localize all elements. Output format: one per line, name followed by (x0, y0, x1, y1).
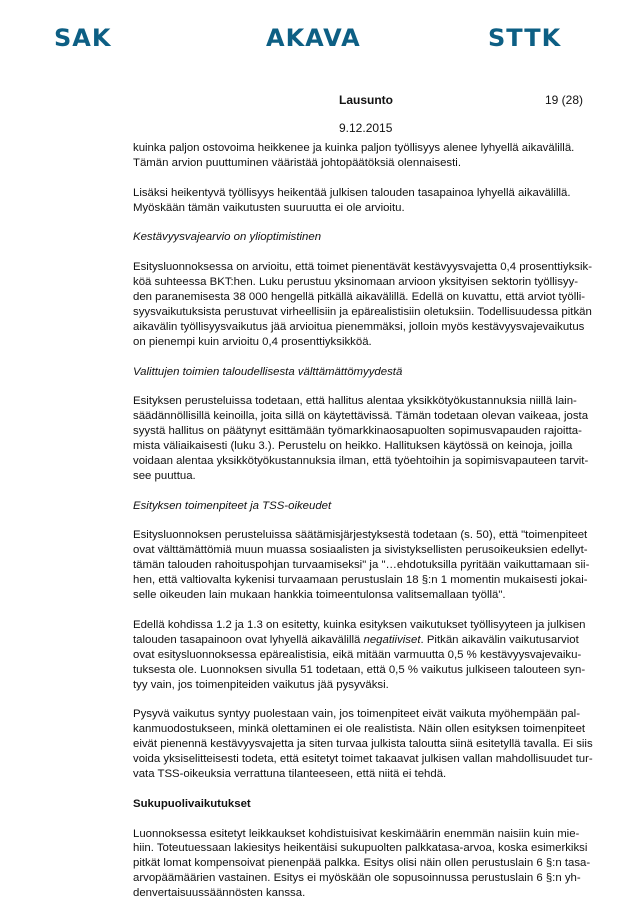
text-line: Edellä kohdissa 1.2 ja 1.3 on esitetty, kuinka esityksen vaikutukset työllisyyteen ja julkisen (133, 618, 586, 631)
text-line: Lisäksi heikentyvä työllisyys heikentää julkisen talouden tasapainoa lyhyellä aikavälillä. (133, 186, 571, 199)
text-line: Kestävyysvajearvio on ylioptimistinen (133, 231, 322, 244)
text-line: köä suhteessa BKT:hen. Luku perustuu yksinomaan arvioon yksityisen sektorin työllisyy- (133, 276, 579, 289)
akava-logo: AKAVA (266, 24, 361, 52)
text-line: voidaan alentaa yksikkötyökustannuksia ilman, että työehtoihin ja sopimisvapauteen tarvit- (133, 454, 589, 467)
body-paragraph (133, 394, 611, 483)
text-line: Valittujen toimien taloudellisesta välttämättömyydestä (133, 365, 403, 378)
sak-logo: SAK (54, 24, 112, 52)
text-line: ovat esitysluonnoksessa epärealistisia, eikä mitään varmuutta 0,5 % kestävyysvajevaiku- (133, 648, 582, 661)
text-line: syysvaikutuksista perustuvat virheellisiin ja epärealistisiin oletuksiin. Todellisuudessa pitkän (133, 305, 592, 318)
text-line: hen, että valtiovalta kykenisi turvaamaan perustuslain 18 §:n 1 momentin mukaisesti jokai- (133, 574, 588, 587)
text-line: kuinka paljon ostovoima heikkenee ja kuinka paljon työllisyys alenee lyhyellä aikavälillä. (133, 142, 575, 154)
body-paragraph (133, 618, 611, 693)
text-line: Tämän arvion puuttuminen vääristää johtopäätöksiä olennaisesti. (133, 156, 461, 169)
text-line: tyy vain, jos toimenpiteiden vaikutus jää pysyväksi. (133, 678, 389, 691)
text-line: tämän talouden rahoituspohjan turvaamiseksi" ja "…ehdotuksilla pyritään vaikuttamaan sii- (133, 559, 590, 572)
text-line: on pienempi kuin arvioitu 0,4 prosenttiyksikköä. (133, 335, 372, 348)
section-subheading (133, 230, 611, 245)
document-body (133, 141, 611, 916)
body-paragraph (133, 528, 611, 603)
section-subheading (133, 365, 611, 380)
text-line: arvopäämäärien vastainen. Esitys ei myöskään ole sopusoinnussa perustuslain 6 §:n yh- (133, 872, 581, 885)
text-line: Esitysluonnoksessa on arvioitu, että toimet pienentävät kestävyysvajetta 0,4 prosenttiyksik- (133, 261, 593, 274)
text-line: Esityksen perusteluissa todetaan, että hallitus alentaa yksikkötyökustannuksia niillä lain- (133, 395, 577, 408)
body-paragraph (133, 141, 611, 171)
text-line: denvertaisuussäännösten kanssa. (133, 887, 306, 900)
text-line: talouden tasapainoon ovat lyhyellä aikavälillä negatiiviset. Pitkän aikavälin vaikutusarviot (133, 633, 579, 646)
text-line: kanmuodostukseen, minkä olettaminen ei ole realistista. Näin ollen esityksen toimenpiteet (133, 723, 586, 736)
text-line: aikavälin työllisyysvaikutus jää arvioitua pienemmäksi, jolloin myös kestävyysvajevaikutus (133, 320, 585, 333)
organization-logos (0, 24, 638, 54)
text-line: tuksesta ole. Luonnoksen sivulla 51 todetaan, että 0,5 % vaikutus julkiseen talouteen syn- (133, 663, 586, 676)
text-line: selle oikeuden lain mukaan hankkia toimeentulonsa valitsemallaan työllä". (133, 589, 506, 602)
section-subheading (133, 499, 611, 514)
text-line: syystä hallitus on päätynyt esittämään työmarkkinaosapuolten sopimusvapauden rajoitta- (133, 425, 582, 438)
body-paragraph (133, 186, 611, 216)
text-line: den paranemisesta 38 000 hengellä pitkällä aikavälillä. Edellä on kuvattu, että arviot työlli- (133, 291, 586, 304)
text-line: Esitysluonnoksen perusteluissa säätämisjärjestyksestä todetaan (s. 50), että "toimenpiteet (133, 529, 588, 542)
text-line: vata TSS-oikeuksia verrattuna tilanteeseen, että niitä ei tehdä. (133, 767, 447, 780)
text-line: ovat välttämättömiä muun muassa sosiaalisten ja sivistyksellisten perusoikeuksien edellyt- (133, 544, 588, 557)
text-line: mista väliaikaisesti (luku 3.). Perustelu on heikko. Hallituksen käytössä on keinoja, joilla (133, 440, 573, 453)
document-type: Lausunto (339, 93, 393, 107)
text-line: säädännöllisillä keinoilla, joita sillä on käytettävissä. Tämän todetaan olevan vaikeaa, josta (133, 410, 589, 423)
body-paragraph (133, 707, 611, 782)
body-paragraph (133, 260, 611, 349)
section-heading (133, 797, 611, 812)
text-line: Myöskään tämän vaikutusten suuruutta ei ole arvioitu. (133, 201, 405, 214)
text-line: Luonnoksessa esitetyt leikkaukset kohdistuisivat keskimäärin enemmän naisiin kuin mie- (133, 827, 580, 840)
text-line: Pysyvä vaikutus syntyy puolestaan vain, jos toimenpiteet eivät vaikuta myöhempään pal- (133, 708, 580, 721)
text-line: pitkät lomat kompensoivat pienenpää palkka. Esitys olisi näin ollen perustuslain 6 §:n tasa- (133, 857, 591, 870)
sttk-logo: STTK (488, 24, 562, 52)
document-date: 9.12.2015 (339, 121, 393, 135)
page-number: 19 (28) (545, 93, 584, 107)
text-line: eivät pienennä kestävyysvajetta ja siten turvaa julkista taloutta siinä esitetyllä tavalla. Ei siis (133, 738, 593, 751)
text-line: voida yksiselitteisesti todeta, että esitetyt toimet takaavat julkisen vallan mahdollisuudet tur- (133, 753, 593, 766)
text-line: Esityksen toimenpiteet ja TSS-oikeudet (133, 499, 332, 512)
text-line: hiin. Toteutuessaan lakiesitys heikentäisi sukupuolten palkkatasa-arvoa, koska esimerkiksi (133, 842, 588, 855)
text-line: Sukupuolivaikutukset (133, 797, 251, 810)
body-paragraph (133, 827, 611, 902)
text-line: see puuttua. (133, 469, 196, 482)
